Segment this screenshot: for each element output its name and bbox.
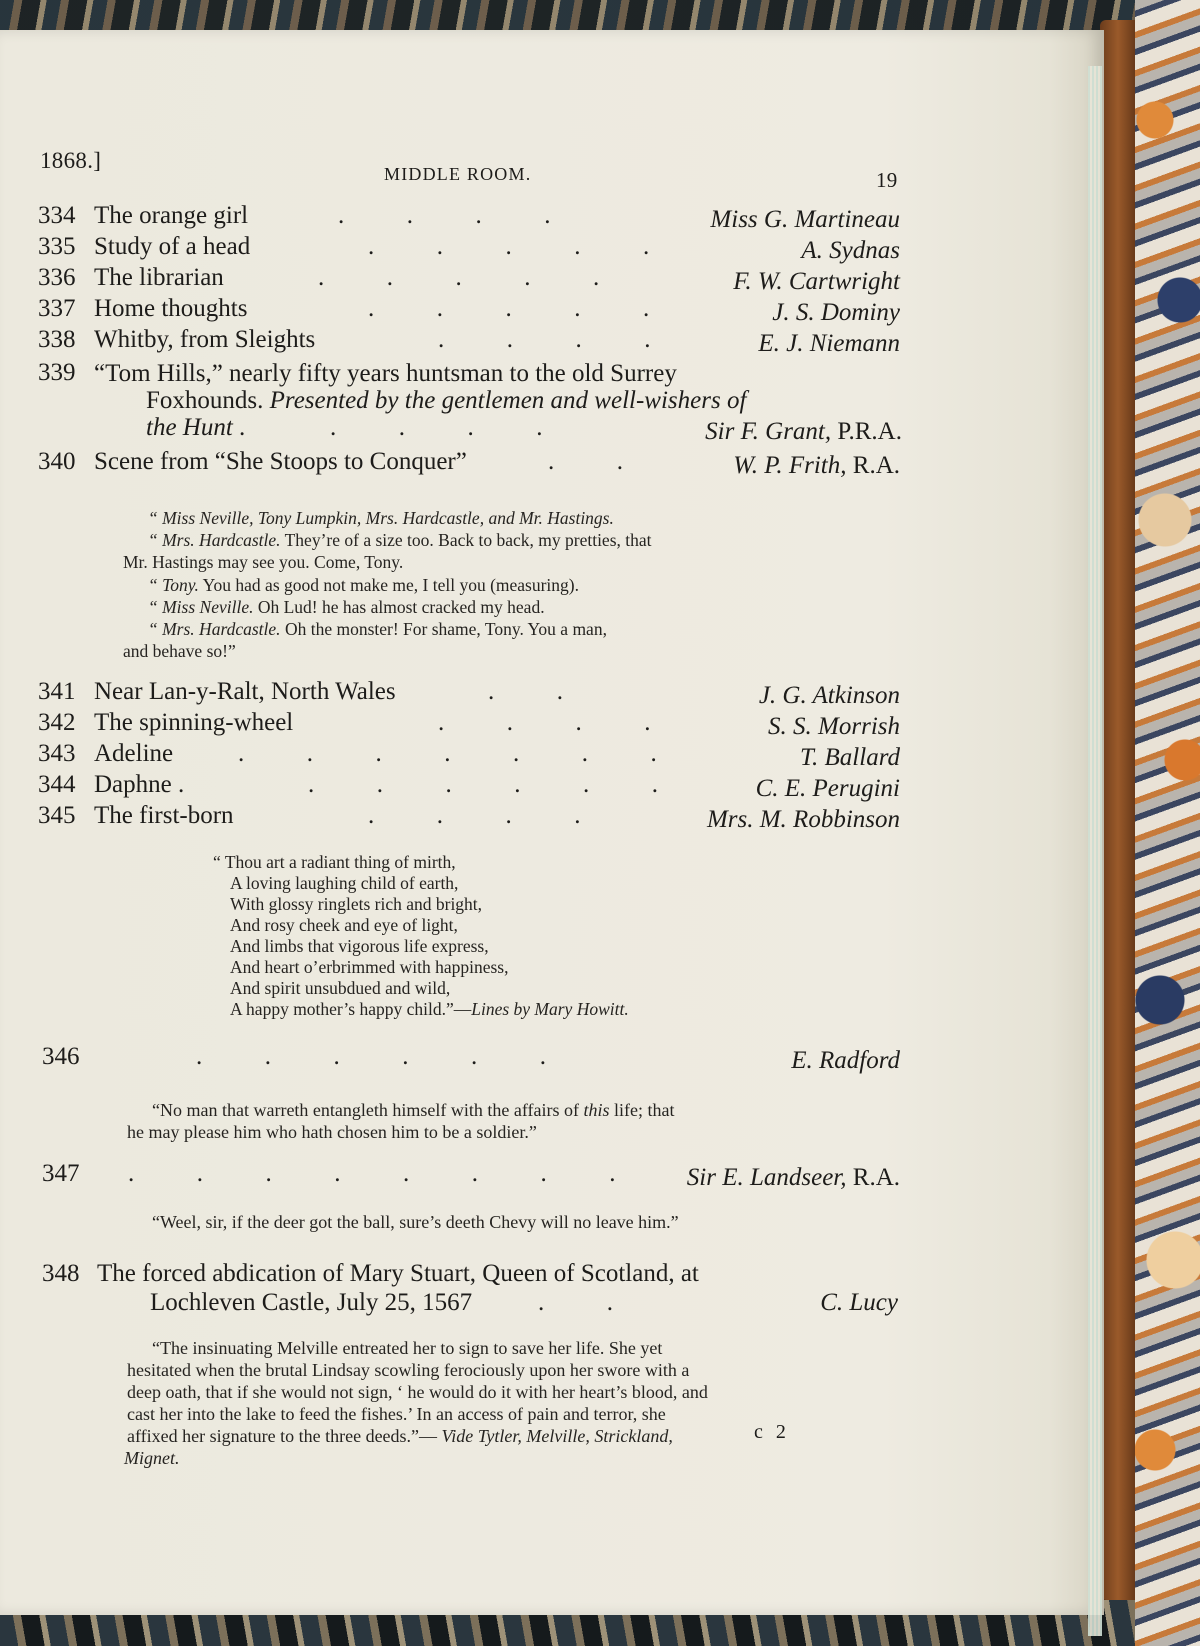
quote-text: and behave so!” [123,641,236,661]
catalogue-entry [38,264,900,294]
entry-artist: E. J. Niemann [758,330,900,357]
marbled-endpaper-top [0,0,1200,34]
entry-title: Adeline [94,740,174,767]
poem-line [230,999,629,1020]
poem-line: A loving laughing child of earth, [230,873,459,893]
poem-text: A happy mother’s happy child.”— [230,999,472,1019]
quote-line [124,1448,180,1469]
artist-suffix: R.A. [852,1164,900,1191]
entry-title-italic: the Hunt [146,414,233,441]
entry-number: 336 [38,264,76,291]
entry-number: 343 [38,740,76,767]
catalogue-entry [38,678,900,708]
catalogue-entry [38,771,900,801]
poem-line: And limbs that vigorous life express, [230,936,489,956]
catalogue-entry [38,202,900,232]
entry-title: The forced abdication of Mary Stuart, Queen of Scotland, at [97,1260,699,1287]
quote-line: cast her into the lake to feed the fishes.’ In an access of pain and terror, she [127,1404,666,1424]
catalogue-entry [38,802,900,832]
entry-artist: E. Radford [791,1047,900,1074]
poem-line: And heart o’erbrimmed with happiness, [230,957,509,977]
entry-title-continued [146,387,746,415]
entry-title: Daphne . [94,771,185,798]
running-head-year: 1868.] [40,148,102,173]
entry-title-text: Foxhounds. [146,387,270,414]
entry-number: 344 [38,771,76,798]
leader-dots: . . . . [338,202,551,229]
entry-artist: C. E. Perugini [755,775,900,802]
quote-italic: “ Mrs. Hardcastle. [148,530,281,550]
poem-line: With glossy ringlets rich and bright, [230,894,483,914]
quote-text: “No man that warreth entangleth himself with the affairs of [152,1100,584,1120]
entry-title: Whitby, from Sleights [94,326,316,353]
entry-title: Home thoughts [94,295,248,322]
quote-line [148,508,614,529]
entry-artist: F. W. Cartwright [733,268,900,295]
catalogue-entry [38,709,900,739]
leader-dots: . . . . [368,802,581,829]
quote-line [148,530,652,551]
leader-dots: . . . . . . . [238,740,657,767]
entry-artist: Mrs. M. Robbinson [706,806,900,833]
entry-artist: A. Sydnas [801,237,900,264]
page-content [0,30,1104,1615]
entry-title: The orange girl [94,202,249,229]
quote-line [123,641,236,662]
entry-number: 340 [38,448,76,475]
leader-dots: . . [538,1289,613,1316]
catalogue-entry [38,448,900,478]
entry-number: 347 [42,1160,80,1187]
entry-title: The spinning-wheel [94,709,294,736]
artist-name: W. P. Frith, [733,452,847,479]
poem-line: And spirit unsubdued and wild, [230,978,451,998]
entry-title: The librarian [94,264,224,291]
entry-number: 337 [38,295,76,322]
entry-number: 339 [38,359,76,386]
quote-italic: Mignet. [124,1448,180,1468]
entry-title: The first-born [94,802,234,829]
catalogue-entry [38,233,900,263]
catalogue-entry [38,1043,900,1073]
entry-title-continued: Lochleven Castle, July 25, 1567 [150,1289,473,1316]
quote-line: “The insinuating Melville entreated her to sign to save her life. She yet [152,1338,663,1358]
quote-italic: “ Tony. [148,575,199,595]
catalogue-entry [38,740,900,770]
leader-dots: . . . . . . [196,1043,546,1070]
quote-text: affixed her signature to the three deeds.”— [127,1426,442,1446]
leader-dots: . . . . [330,414,543,441]
quote-text: life; that [609,1100,675,1120]
poem-line: “ Thou art a radiant thing of mirth, [213,852,456,872]
entry-number: 338 [38,326,76,353]
catalogue-entry [38,1160,900,1190]
entry-artist: C. Lucy [820,1289,898,1316]
artist-suffix: R.A. [852,452,900,479]
leader-dots: . . . . . . . . [128,1160,616,1187]
quote-line: “Weel, sir, if the deer got the ball, sure’s deeth Chevy will no leave him.” [152,1212,679,1232]
entry-artist: J. G. Atkinson [758,682,900,709]
catalogue-entry [38,295,900,325]
leader-dots: . . . . [438,326,651,353]
leader-dots: . . . . . [368,233,650,260]
quote-line: hesitated when the brutal Lindsay scowling ferociously upon her swore with a [127,1360,690,1380]
quote-line: he may please him who hath chosen him to be a soldier.” [127,1122,537,1142]
entry-number: 335 [38,233,76,260]
entry-number: 341 [38,678,76,705]
marbled-cover [1135,0,1200,1646]
quote-italic: Vide Tytler, Melville, Strickland, [441,1426,673,1446]
leader-dots: . . . . . [368,295,650,322]
entry-artist: Miss G. Martineau [710,206,900,233]
book-page [0,30,1104,1615]
entry-number: 348 [42,1260,80,1287]
leader-dots: . . . . . . [308,771,658,798]
entry-title: Scene from “She Stoops to Conquer” [94,448,467,475]
quote-text: Oh Lud! he has almost cracked my head. [253,597,545,617]
quote-italic: “ Miss Neville. [148,597,254,617]
running-head-title: MIDDLE ROOM. [384,164,532,184]
entry-title: Study of a head [94,233,251,260]
quote-line [127,1426,673,1447]
artist-suffix: P.R.A. [837,418,902,445]
quote-text: Oh the monster! For shame, Tony. You a man, [280,619,607,639]
entry-artist [687,1164,900,1192]
quote-text: Mr. Hastings may see you. Come, Tony. [123,552,404,572]
quote-line: deep oath, that if she would not sign, ‘ he would do it with her heart’s blood, and [127,1382,708,1402]
entry-title: “Tom Hills,” nearly fifty years huntsman to the old Surrey [94,360,677,387]
leader-dots: . . [488,678,563,705]
entry-artist: S. S. Morrish [768,713,900,740]
quote-text: They’re of a size too. Back to back, my pretties, that [280,530,652,550]
entry-title-italic: Presented by the gentlemen and well-wishers of [269,387,747,414]
leader-dots: . . . . [438,709,651,736]
entry-artist: J. S. Dominy [772,299,900,326]
quote-line [148,619,607,640]
quote-italic: “ Miss Neville, Tony Lumpkin, Mrs. Hardcastle, and Mr. Hastings. [148,508,614,528]
poem-line: And rosy cheek and eye of light, [230,915,458,935]
quote-text: You had as good not make me, I tell you (measuring). [198,575,579,595]
signature-mark: c 2 [754,1421,790,1443]
quote-line [148,597,545,618]
entry-artist [705,418,902,446]
entry-number: 346 [42,1043,80,1070]
poem-attribution: Lines by Mary Howitt. [471,999,629,1019]
page-number: 19 [876,168,898,192]
entry-number: 334 [38,202,76,229]
leader-dots: . . [548,448,623,475]
catalogue-entry [38,326,900,356]
artist-name: Sir F. Grant, [705,418,832,445]
entry-number: 345 [38,802,76,829]
quote-italic: “ Mrs. Hardcastle. [148,619,281,639]
quote-line [123,552,403,573]
quote-line [148,575,579,596]
entry-artist: T. Ballard [799,744,900,771]
entry-number: 342 [38,709,76,736]
quote-italic: this [583,1100,610,1120]
entry-title-continued: the Hunt . [146,414,246,441]
entry-title: Near Lan-y-Ralt, North Wales [94,678,396,705]
artist-name: Sir E. Landseer, [686,1164,847,1191]
entry-artist [733,452,900,480]
leader-dots: . . . . . [318,264,600,291]
quote-line [152,1100,675,1121]
